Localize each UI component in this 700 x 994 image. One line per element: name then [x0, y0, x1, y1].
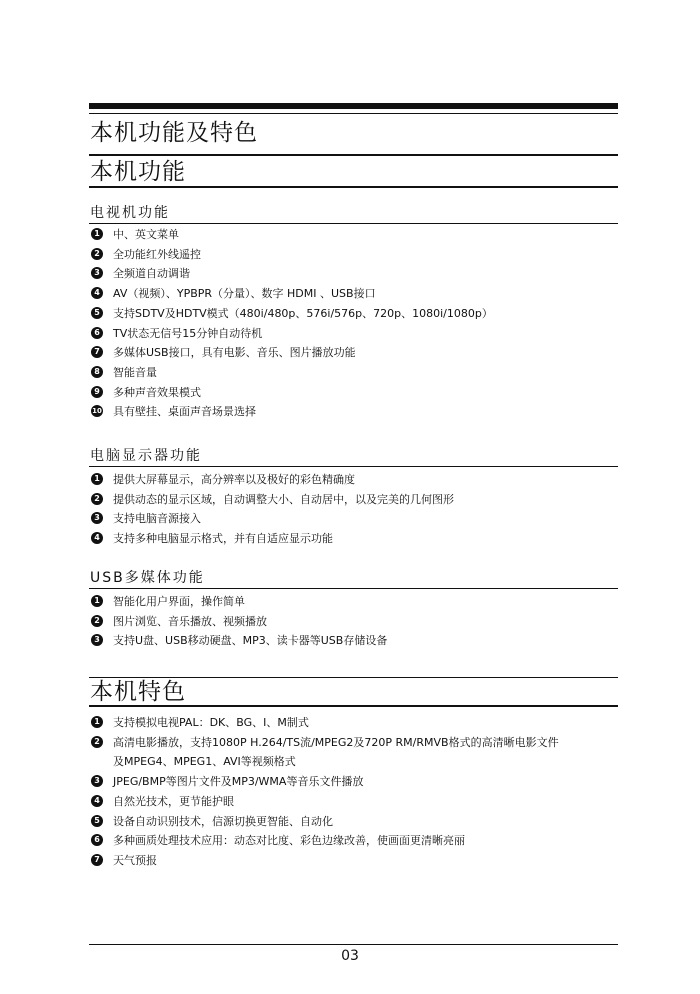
list-item — [91, 509, 618, 529]
pc-functions-list — [91, 470, 618, 549]
section-rule-top — [89, 154, 618, 156]
footer-line — [89, 944, 618, 945]
list-item-text: 支持模拟电视PAL：DK、BG、I、M制式 — [113, 716, 309, 729]
number-badge: 9 — [91, 386, 103, 398]
list-item-text: 支持多种电脑显示格式，并有自适应显示功能 — [113, 532, 333, 546]
list-item-text: 多媒体USB接口，具有电影、音乐、图片播放功能 — [113, 346, 356, 360]
list-item-text: 全频道自动调谐 — [113, 267, 190, 281]
number-badge: 3 — [91, 512, 103, 524]
number-badge: 5 — [91, 307, 103, 319]
list-item — [91, 713, 618, 733]
number-badge: 2 — [91, 736, 103, 748]
number-badge: 1 — [91, 228, 103, 240]
header-thick-bar — [89, 103, 618, 109]
number-badge: 1 — [91, 595, 103, 607]
pc-functions-heading: 电脑显示器功能 — [90, 448, 202, 464]
list-item-text: 自然光技术，更节能护眼 — [113, 794, 234, 808]
tv-heading-rule — [89, 223, 618, 224]
list-item-text: 图片浏览、音乐播放、视频播放 — [113, 614, 267, 628]
number-badge: 1 — [91, 716, 103, 728]
list-item-text: 智能化用户界面，操作简单 — [113, 595, 245, 608]
number-badge: 2 — [91, 493, 103, 505]
list-item — [91, 772, 618, 792]
number-badge: 4 — [91, 532, 103, 544]
list-item-text: 中、英文菜单 — [113, 228, 179, 241]
features-list — [91, 713, 618, 871]
list-item-text: 支持U盘、USB移动硬盘、MP3、读卡器等USB存储设备 — [113, 634, 388, 648]
number-badge: 6 — [91, 327, 103, 339]
number-badge: 6 — [91, 834, 103, 846]
features-rule-bottom — [89, 705, 618, 707]
list-item — [91, 225, 618, 245]
list-item — [91, 592, 618, 612]
list-item — [91, 792, 618, 812]
list-item — [91, 363, 618, 383]
number-badge: 3 — [91, 634, 103, 646]
tv-functions-list — [91, 225, 618, 422]
page-title: 本机功能及特色 — [90, 120, 258, 146]
list-item-text: JPEG/BMP等图片文件及MP3/WMA等音乐文件播放 — [113, 775, 364, 789]
number-badge: 3 — [91, 775, 103, 787]
section-functions-title: 本机功能 — [90, 159, 186, 185]
list-item-text: 设备自动识别技术，信源切换更智能、自动化 — [113, 814, 333, 828]
number-badge: 4 — [91, 287, 103, 299]
list-item — [91, 343, 618, 363]
number-badge: 7 — [91, 346, 103, 358]
list-item — [91, 733, 618, 772]
usb-heading-rule — [89, 588, 618, 589]
list-item — [91, 490, 618, 510]
usb-functions-heading: USB多媒体功能 — [90, 570, 205, 586]
number-badge: 8 — [91, 366, 103, 378]
number-badge: 1 — [91, 473, 103, 485]
tv-functions-heading: 电视机功能 — [90, 205, 170, 221]
list-item — [91, 264, 618, 284]
list-item-text-continued: 及MPEG4、MPEG1、AVI等视频格式 — [113, 755, 296, 769]
list-item — [91, 304, 618, 324]
list-item — [91, 851, 618, 871]
section-rule-bottom — [89, 186, 618, 188]
page-number: 03 — [341, 948, 359, 964]
list-item-text: TV状态无信号15分钟自动待机 — [113, 326, 263, 340]
list-item — [91, 383, 618, 403]
list-item — [91, 529, 618, 549]
number-badge: 10 — [92, 407, 102, 416]
list-item — [91, 324, 618, 344]
list-item — [91, 284, 618, 304]
list-item-text: 多种声音效果模式 — [113, 385, 201, 399]
number-badge: 2 — [91, 248, 103, 260]
pc-heading-rule — [89, 466, 618, 467]
list-item-text: 全功能红外线遥控 — [113, 247, 201, 261]
list-item — [91, 470, 618, 490]
list-item-text: AV（视频）、YPBPR（分量）、数字 HDMI 、USB接口 — [113, 287, 376, 301]
number-badge: 2 — [91, 615, 103, 627]
list-item — [91, 831, 618, 851]
list-item — [91, 245, 618, 265]
list-item-text: 提供大屏幕显示，高分辨率以及极好的彩色精确度 — [113, 473, 355, 486]
list-item-text: 智能音量 — [113, 365, 157, 379]
list-item-text: 高清电影播放，支持1080P H.264/TS流/MPEG2及720P RM/RMVB格式的高清晰电影文件 — [113, 735, 559, 749]
list-item-text: 多种画质处理技术应用：动态对比度、彩色边缘改善，使画面更清晰亮丽 — [113, 834, 465, 848]
list-item-text: 天气预报 — [113, 853, 157, 867]
list-item — [91, 812, 618, 832]
section-features-title: 本机特色 — [90, 679, 186, 705]
list-item — [91, 612, 618, 632]
number-badge: 7 — [91, 854, 103, 866]
list-item — [91, 402, 618, 422]
list-item-text: 支持SDTV及HDTV模式（480i/480p、576i/576p、720p、1080i/1080p） — [113, 306, 493, 320]
list-item-text: 支持电脑音源接入 — [113, 512, 201, 526]
usb-functions-list — [91, 592, 618, 651]
list-item-text: 提供动态的显示区域，自动调整大小、自动居中，以及完美的几何图形 — [113, 492, 454, 506]
list-item-text: 具有壁挂、桌面声音场景选择 — [113, 405, 256, 419]
header-thin-line — [89, 113, 618, 114]
list-item — [91, 631, 618, 651]
number-badge: 4 — [91, 795, 103, 807]
number-badge: 5 — [91, 815, 103, 827]
number-badge: 3 — [91, 267, 103, 279]
